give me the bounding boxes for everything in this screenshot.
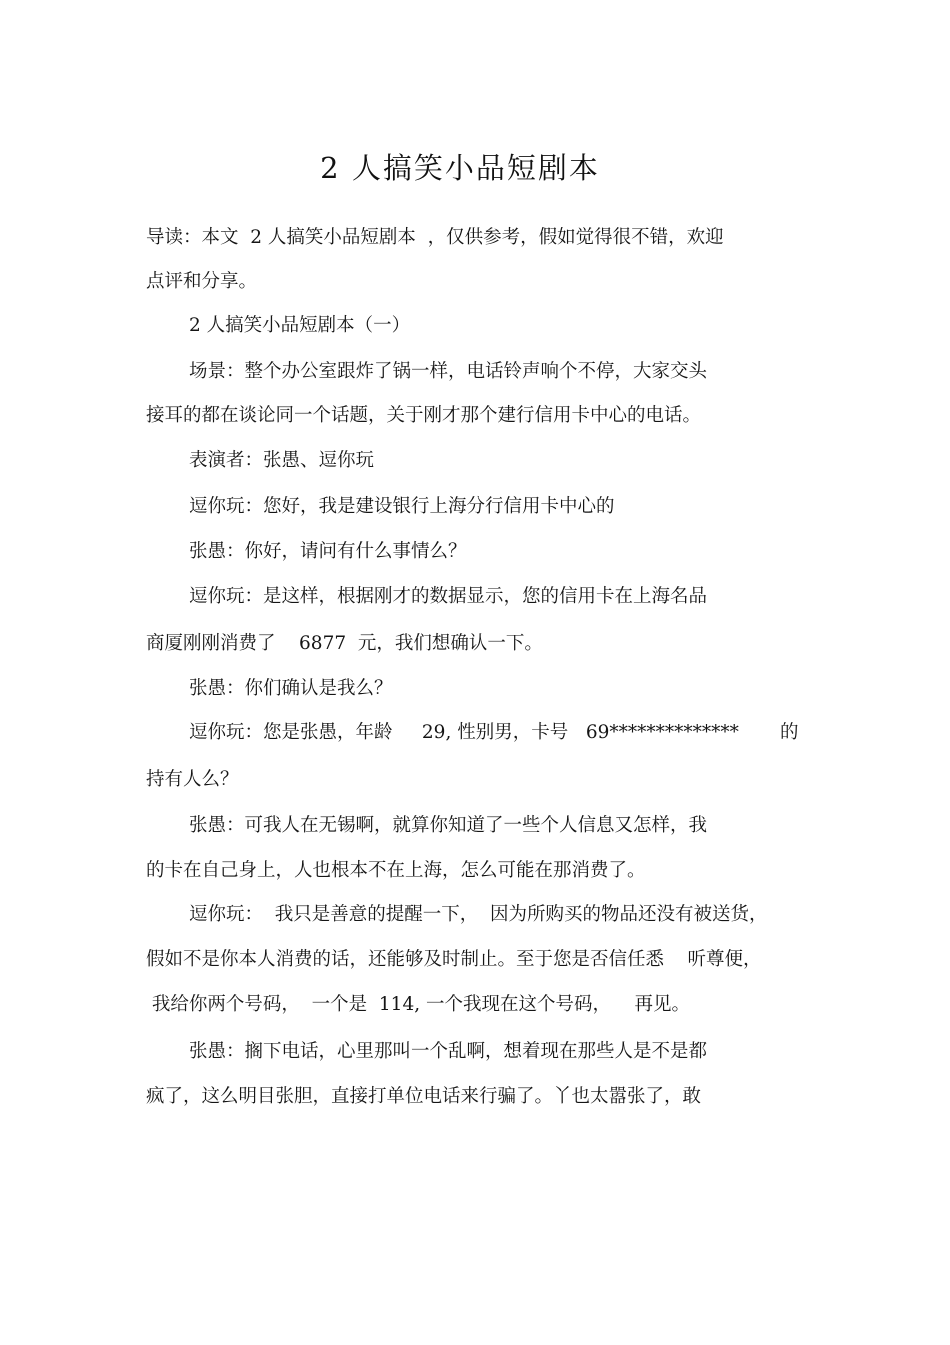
scene-line-1: 场景：整个办公室跟炸了锅一样，电话铃声响个不停，大家交头	[189, 361, 708, 382]
dialogue-line-3a: 逗你玩：是这样，根据刚才的数据显示，您的信用卡在上海名品	[189, 586, 708, 607]
scene-line-2: 接耳的都在谈论同一个话题，关于刚才那个建行信用卡中心的电话。	[146, 405, 702, 426]
dialogue-line-4: 张愚：你们确认是我么？	[189, 678, 393, 699]
document-title: 2 人搞笑小品短剧本	[320, 151, 600, 185]
dialogue-line-8a: 张愚：搁下电话，心里那叫一个乱啊，想着现在那些人是不是都	[189, 1041, 708, 1062]
dialogue-line-1: 逗你玩：您好，我是建设银行上海分行信用卡中心的	[189, 496, 615, 517]
intro-line-1: 导读：本文 2 人搞笑小品短剧本 ，仅供参考，假如觉得很不错，欢迎	[146, 227, 724, 248]
dialogue-line-2: 张愚：你好，请问有什么事情么？	[189, 541, 467, 562]
dialogue-line-5a: 逗你玩：您是张愚，年龄 29, 性别男，卡号 69************** 的	[189, 722, 799, 743]
dialogue-line-7b: 假如不是你本人消费的话，还能够及时制止。至于您是否信任悉 听尊便，	[146, 949, 762, 970]
intro-line-2: 点评和分享。	[146, 271, 258, 292]
dialogue-line-8b: 疯了，这么明目张胆，直接打单位电话来行骗了。丫也太嚣张了，敢	[146, 1086, 702, 1107]
dialogue-line-6b: 的卡在自己身上，人也根本不在上海，怎么可能在那消费了。	[146, 860, 646, 881]
performers-line: 表演者：张愚、逗你玩	[189, 450, 375, 471]
dialogue-line-7c: 我给你两个号码， 一个是 114, 一个我现在这个号码， 再见。	[146, 994, 690, 1015]
dialogue-line-5b: 持有人么？	[146, 769, 239, 790]
dialogue-line-3b: 商厦刚刚消费了 6877 元，我们想确认一下。	[146, 633, 543, 654]
dialogue-line-7a: 逗你玩： 我只是善意的提醒一下， 因为所购买的物品还没有被送货，	[189, 904, 768, 925]
section-heading: 2 人搞笑小品短剧本（一）	[189, 315, 411, 336]
dialogue-line-6a: 张愚：可我人在无锡啊，就算你知道了一些个人信息又怎样，我	[189, 815, 708, 836]
